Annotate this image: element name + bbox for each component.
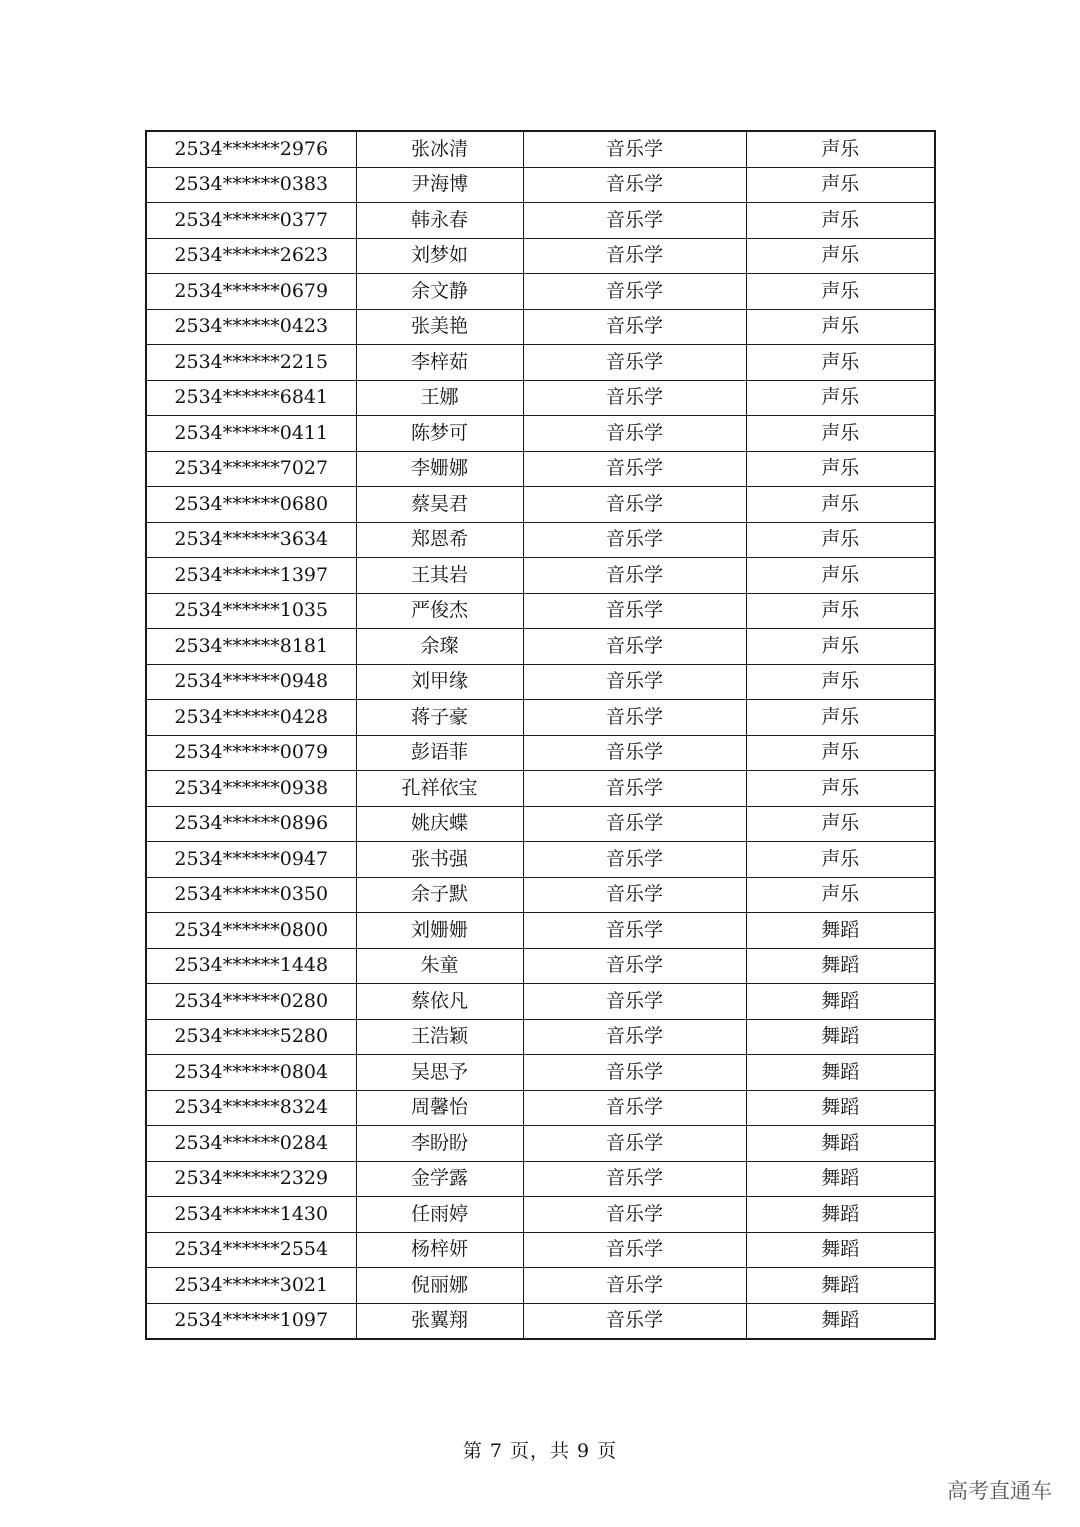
major-cell: 音乐学	[523, 167, 746, 203]
direction-cell: 声乐	[746, 700, 935, 736]
candidate-id-cell: 2534******0079	[146, 735, 356, 771]
name-cell: 张美艳	[356, 309, 523, 345]
direction-cell: 声乐	[746, 416, 935, 452]
name-cell: 蒋子豪	[356, 700, 523, 736]
table-row	[146, 522, 935, 558]
major-cell: 音乐学	[523, 771, 746, 807]
name-cell: 张书强	[356, 842, 523, 878]
watermark: 高考直通车	[947, 1479, 1052, 1503]
table-row	[146, 1268, 935, 1304]
candidate-id-cell: 2534******0383	[146, 167, 356, 203]
name-cell: 李姗娜	[356, 451, 523, 487]
direction-cell: 声乐	[746, 167, 935, 203]
direction-cell: 声乐	[746, 487, 935, 523]
table-row	[146, 380, 935, 416]
table-row	[146, 274, 935, 310]
name-cell: 郑恩希	[356, 522, 523, 558]
name-cell: 吴思予	[356, 1055, 523, 1091]
major-cell: 音乐学	[523, 948, 746, 984]
table-row	[146, 735, 935, 771]
major-cell: 音乐学	[523, 1126, 746, 1162]
major-cell: 音乐学	[523, 238, 746, 274]
major-cell: 音乐学	[523, 451, 746, 487]
direction-cell: 声乐	[746, 238, 935, 274]
candidate-id-cell: 2534******0800	[146, 913, 356, 949]
table-row	[146, 1232, 935, 1268]
candidate-id-cell: 2534******2554	[146, 1232, 356, 1268]
name-cell: 周馨怡	[356, 1090, 523, 1126]
name-cell: 李梓茹	[356, 345, 523, 381]
table-row	[146, 1303, 935, 1339]
name-cell: 余文静	[356, 274, 523, 310]
name-cell: 刘甲缘	[356, 664, 523, 700]
major-cell: 音乐学	[523, 913, 746, 949]
table-row	[146, 558, 935, 594]
candidate-id-cell: 2534******2215	[146, 345, 356, 381]
name-cell: 朱童	[356, 948, 523, 984]
direction-cell: 声乐	[746, 203, 935, 239]
table-row	[146, 1090, 935, 1126]
major-cell: 音乐学	[523, 380, 746, 416]
major-cell: 音乐学	[523, 1232, 746, 1268]
name-cell: 彭语菲	[356, 735, 523, 771]
name-cell: 倪丽娜	[356, 1268, 523, 1304]
major-cell: 音乐学	[523, 842, 746, 878]
table-row	[146, 877, 935, 913]
major-cell: 音乐学	[523, 1055, 746, 1091]
direction-cell: 声乐	[746, 451, 935, 487]
name-cell: 王浩颖	[356, 1019, 523, 1055]
table-row	[146, 451, 935, 487]
major-cell: 音乐学	[523, 700, 746, 736]
candidate-id-cell: 2534******0423	[146, 309, 356, 345]
candidate-id-cell: 2534******8181	[146, 629, 356, 665]
candidate-id-cell: 2534******2329	[146, 1161, 356, 1197]
major-cell: 音乐学	[523, 558, 746, 594]
major-cell: 音乐学	[523, 664, 746, 700]
major-cell: 音乐学	[523, 274, 746, 310]
candidate-id-cell: 2534******3634	[146, 522, 356, 558]
direction-cell: 舞蹈	[746, 1197, 935, 1233]
name-cell: 王娜	[356, 380, 523, 416]
name-cell: 蔡依凡	[356, 984, 523, 1020]
name-cell: 金学露	[356, 1161, 523, 1197]
major-cell: 音乐学	[523, 1090, 746, 1126]
table-row	[146, 487, 935, 523]
direction-cell: 舞蹈	[746, 1268, 935, 1304]
direction-cell: 声乐	[746, 842, 935, 878]
major-cell: 音乐学	[523, 877, 746, 913]
candidate-id-cell: 2534******1397	[146, 558, 356, 594]
direction-cell: 声乐	[746, 345, 935, 381]
candidate-id-cell: 2534******0948	[146, 664, 356, 700]
major-cell: 音乐学	[523, 416, 746, 452]
table-row	[146, 664, 935, 700]
name-cell: 刘姗姗	[356, 913, 523, 949]
candidate-id-cell: 2534******1430	[146, 1197, 356, 1233]
table-row	[146, 913, 935, 949]
name-cell: 孔祥依宝	[356, 771, 523, 807]
roster-body	[146, 131, 935, 1339]
candidate-id-cell: 2534******8324	[146, 1090, 356, 1126]
table-row	[146, 629, 935, 665]
candidate-id-cell: 2534******0377	[146, 203, 356, 239]
candidate-id-cell: 2534******0679	[146, 274, 356, 310]
name-cell: 尹海博	[356, 167, 523, 203]
major-cell: 音乐学	[523, 309, 746, 345]
candidate-id-cell: 2534******2623	[146, 238, 356, 274]
candidate-id-cell: 2534******6841	[146, 380, 356, 416]
direction-cell: 声乐	[746, 806, 935, 842]
name-cell: 王其岩	[356, 558, 523, 594]
candidate-id-cell: 2534******1035	[146, 593, 356, 629]
direction-cell: 声乐	[746, 380, 935, 416]
major-cell: 音乐学	[523, 735, 746, 771]
major-cell: 音乐学	[523, 487, 746, 523]
major-cell: 音乐学	[523, 1268, 746, 1304]
table-row	[146, 309, 935, 345]
candidate-id-cell: 2534******1097	[146, 1303, 356, 1339]
major-cell: 音乐学	[523, 1303, 746, 1339]
candidate-id-cell: 2534******0680	[146, 487, 356, 523]
direction-cell: 声乐	[746, 274, 935, 310]
name-cell: 蔡昊君	[356, 487, 523, 523]
candidate-id-cell: 2534******3021	[146, 1268, 356, 1304]
direction-cell: 声乐	[746, 309, 935, 345]
major-cell: 音乐学	[523, 522, 746, 558]
candidate-id-cell: 2534******0280	[146, 984, 356, 1020]
candidate-id-cell: 2534******0804	[146, 1055, 356, 1091]
table-row	[146, 1161, 935, 1197]
table-row	[146, 238, 935, 274]
name-cell: 李盼盼	[356, 1126, 523, 1162]
major-cell: 音乐学	[523, 806, 746, 842]
major-cell: 音乐学	[523, 131, 746, 167]
direction-cell: 舞蹈	[746, 1232, 935, 1268]
table-row	[146, 593, 935, 629]
table-row	[146, 984, 935, 1020]
candidate-id-cell: 2534******0411	[146, 416, 356, 452]
table-row	[146, 1126, 935, 1162]
table-row	[146, 948, 935, 984]
name-cell: 任雨婷	[356, 1197, 523, 1233]
major-cell: 音乐学	[523, 345, 746, 381]
table-row	[146, 806, 935, 842]
direction-cell: 声乐	[746, 735, 935, 771]
major-cell: 音乐学	[523, 984, 746, 1020]
name-cell: 张翼翔	[356, 1303, 523, 1339]
candidate-id-cell: 2534******2976	[146, 131, 356, 167]
candidate-id-cell: 2534******0350	[146, 877, 356, 913]
direction-cell: 舞蹈	[746, 1161, 935, 1197]
direction-cell: 舞蹈	[746, 1055, 935, 1091]
table-row	[146, 131, 935, 167]
table-row	[146, 700, 935, 736]
table-row	[146, 345, 935, 381]
table-row	[146, 1197, 935, 1233]
direction-cell: 声乐	[746, 131, 935, 167]
major-cell: 音乐学	[523, 1161, 746, 1197]
name-cell: 余子默	[356, 877, 523, 913]
table-row	[146, 203, 935, 239]
candidate-id-cell: 2534******1448	[146, 948, 356, 984]
candidate-id-cell: 2534******7027	[146, 451, 356, 487]
major-cell: 音乐学	[523, 593, 746, 629]
direction-cell: 声乐	[746, 558, 935, 594]
major-cell: 音乐学	[523, 629, 746, 665]
direction-cell: 声乐	[746, 771, 935, 807]
table-row	[146, 1055, 935, 1091]
table-row	[146, 842, 935, 878]
direction-cell: 舞蹈	[746, 1303, 935, 1339]
name-cell: 张冰清	[356, 131, 523, 167]
roster-table	[145, 130, 936, 1340]
candidate-id-cell: 2534******0938	[146, 771, 356, 807]
table-row	[146, 167, 935, 203]
major-cell: 音乐学	[523, 1019, 746, 1055]
page-footer: 第 7 页，共 9 页	[462, 1440, 618, 1462]
name-cell: 杨梓妍	[356, 1232, 523, 1268]
direction-cell: 舞蹈	[746, 1090, 935, 1126]
candidate-id-cell: 2534******0896	[146, 806, 356, 842]
name-cell: 陈梦可	[356, 416, 523, 452]
major-cell: 音乐学	[523, 1197, 746, 1233]
name-cell: 韩永春	[356, 203, 523, 239]
table-row	[146, 771, 935, 807]
table-row	[146, 416, 935, 452]
direction-cell: 舞蹈	[746, 948, 935, 984]
direction-cell: 声乐	[746, 629, 935, 665]
direction-cell: 声乐	[746, 664, 935, 700]
major-cell: 音乐学	[523, 203, 746, 239]
candidate-id-cell: 2534******0947	[146, 842, 356, 878]
name-cell: 余璨	[356, 629, 523, 665]
name-cell: 严俊杰	[356, 593, 523, 629]
direction-cell: 舞蹈	[746, 1126, 935, 1162]
direction-cell: 声乐	[746, 522, 935, 558]
name-cell: 姚庆蝶	[356, 806, 523, 842]
direction-cell: 声乐	[746, 593, 935, 629]
name-cell: 刘梦如	[356, 238, 523, 274]
candidate-id-cell: 2534******5280	[146, 1019, 356, 1055]
table-row	[146, 1019, 935, 1055]
direction-cell: 舞蹈	[746, 913, 935, 949]
direction-cell: 舞蹈	[746, 984, 935, 1020]
direction-cell: 声乐	[746, 877, 935, 913]
direction-cell: 舞蹈	[746, 1019, 935, 1055]
candidate-id-cell: 2534******0428	[146, 700, 356, 736]
candidate-id-cell: 2534******0284	[146, 1126, 356, 1162]
